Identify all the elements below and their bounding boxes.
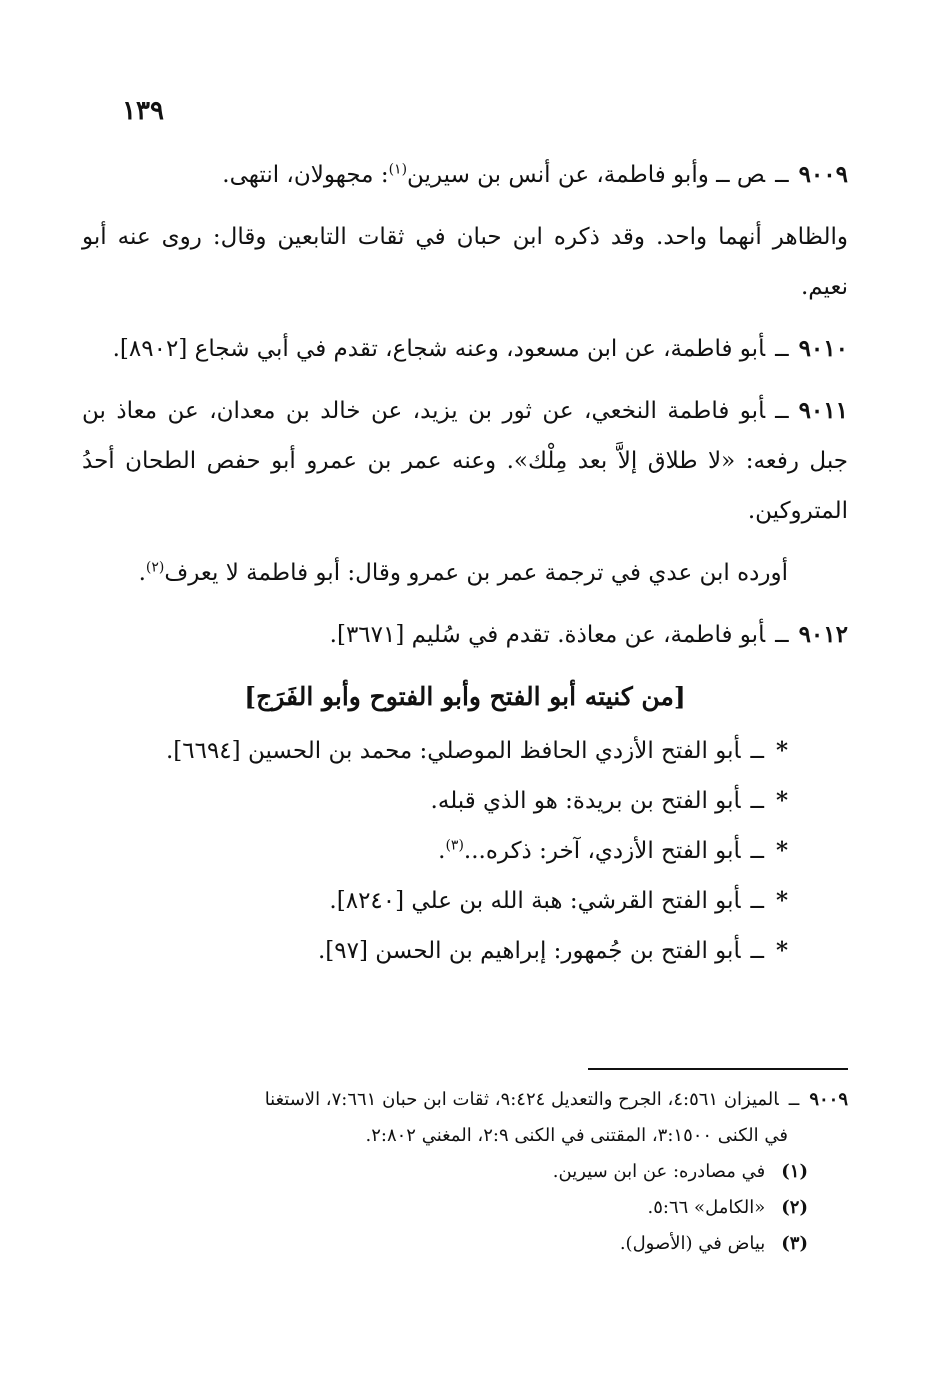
entry-text: ص ــ وأبو فاطمة، عن أنس بن سيرين bbox=[407, 162, 766, 188]
footnote-ref: (٢) bbox=[145, 559, 165, 576]
footnote bbox=[82, 1190, 848, 1226]
bullet-text: أبو الفتح الأزدي، آخر: ذكره... bbox=[463, 838, 741, 864]
entry-text: أبو فاطمة، عن معاذة. تقدم في سُليم [٣٦٧١]. bbox=[329, 622, 766, 648]
footnote-text: «الكامل» ٥:٦٦. bbox=[647, 1197, 766, 1218]
star-icon: * bbox=[775, 837, 788, 864]
comment-text: أورده ابن عدي في ترجمة عمر بن عمرو وقال: أبو فاطمة لا يعرف bbox=[164, 560, 788, 586]
bullet-item: *ــأبو الفتح الأزدي، آخر: ذكره...$^{(٣)}$. bbox=[438, 837, 788, 864]
bullet-text: أبو الفتح الأزدي الحافظ الموصلي: محمد بن الحسين [٦٦٩٤]. bbox=[165, 738, 741, 764]
star-icon: * bbox=[775, 787, 788, 814]
bullet-item: *ــأبو الفتح القرشي: هبة الله بن علي [٨٢٤٠]. bbox=[329, 887, 788, 914]
entry-text-tail: : مجهولان، انتهى. bbox=[222, 162, 389, 188]
bullet-text: أبو الفتح بن جُمهور: إبراهيم بن الحسن [٩٧]. bbox=[318, 938, 741, 964]
punctuation: . bbox=[138, 560, 146, 586]
star-icon: * bbox=[775, 937, 788, 964]
bullet-item: *ــأبو الفتح بن بريدة: هو الذي قبله. bbox=[430, 787, 788, 814]
entry-9011: ٩٠١١ــأبو فاطمة النخعي، عن ثور بن يزيد، عن خالد بن معدان، عن معاذ بن جبل رفعه: «لا طلاق إلاَّ بعد مِلْك». وعنه عمر بن عمرو أبو حفص الطحان أحدُ المتروكين. bbox=[82, 397, 849, 524]
comment-paragraph bbox=[82, 548, 848, 598]
entry-text: أبو فاطمة، عن ابن مسعود، وعنه شجاع، تقدم في أبي شجاع [٨٩٠٢]. bbox=[112, 336, 766, 362]
section-heading: [من كنيته أبو الفتح وأبو الفتوح وأبو الفَرَج] bbox=[244, 682, 686, 711]
star-icon: * bbox=[775, 737, 788, 764]
footnote-text: بياض في (الأصول). bbox=[619, 1233, 766, 1254]
entry-number: ٩٠١١ bbox=[798, 397, 848, 424]
footnotes-area bbox=[82, 1082, 848, 1262]
comment-paragraph bbox=[82, 212, 848, 312]
entry-number: ٩٠١٠ bbox=[798, 335, 848, 362]
bullet-text: أبو الفتح بن بريدة: هو الذي قبله. bbox=[430, 788, 741, 814]
entry-text: أبو فاطمة النخعي، عن ثور بن يزيد، عن خالد بن معدان، عن معاذ بن جبل رفعه: «لا طلاق إلاَّ بعد مِلْك». وعنه عمر بن عمرو أبو حفص الطحان أحدُ المتروكين. bbox=[82, 398, 849, 524]
entry-9010: ٩٠١٠ــأبو فاطمة، عن ابن مسعود، وعنه شجاع، تقدم في أبي شجاع [٨٩٠٢]. bbox=[112, 335, 848, 362]
footnote-divider bbox=[588, 1068, 848, 1070]
page-number: ١٣٩ bbox=[122, 96, 164, 126]
entry-number: ٩٠١٢ bbox=[798, 621, 848, 648]
sources-line-2: في الكنى ٣:١٥٠٠، المقتنى في الكنى ٢:٩، المغني ٢:٨٠٢. bbox=[365, 1125, 788, 1146]
footnote-text: في مصادره: عن ابن سيرين. bbox=[552, 1161, 766, 1182]
sources-number: ٩٠٠٩ bbox=[809, 1089, 848, 1110]
footnote bbox=[82, 1226, 848, 1262]
star-icon: * bbox=[775, 887, 788, 914]
bullet-item: *ــأبو الفتح بن جُمهور: إبراهيم بن الحسن [٩٧]. bbox=[318, 937, 788, 964]
entry-9009: ٩٠٠٩ــص ــ وأبو فاطمة، عن أنس بن سيرين$^{(١)}$: مجهولان، انتهى. bbox=[222, 161, 848, 188]
entry-number: ٩٠٠٩ bbox=[798, 161, 848, 188]
footnote-ref: (٣) bbox=[445, 837, 464, 854]
bullet-item: *ــأبو الفتح الأزدي الحافظ الموصلي: محمد بن الحسين [٦٦٩٤]. bbox=[165, 737, 788, 764]
punctuation: . bbox=[438, 838, 446, 864]
sources-text: الميزان ٤:٥٦١، الجرح والتعديل ٩:٤٢٤، ثقات ابن حبان ٧:٦٦١، الاستغنا bbox=[264, 1089, 779, 1110]
comment-text: والظاهر أنهما واحد. وقد ذكره ابن حبان في ثقات التابعين وقال: روى عنه أبو نعيم. bbox=[82, 224, 848, 300]
footnote-number: (٢) bbox=[781, 1197, 808, 1218]
footnote-number: (١) bbox=[781, 1161, 808, 1182]
bullet-text: أبو الفتح القرشي: هبة الله بن علي [٨٢٤٠]. bbox=[329, 888, 741, 914]
footnote-number: (٣) bbox=[781, 1233, 808, 1254]
sources-line: ٩٠٠٩ــالميزان ٤:٥٦١، الجرح والتعديل ٩:٤٢٤، ثقات ابن حبان ٧:٦٦١، الاستغنا bbox=[264, 1089, 848, 1110]
entry-9012: ٩٠١٢ــأبو فاطمة، عن معاذة. تقدم في سُليم [٣٦٧١]. bbox=[329, 621, 848, 648]
footnote bbox=[82, 1154, 848, 1190]
footnote-ref: (١) bbox=[388, 161, 408, 178]
main-text bbox=[82, 150, 848, 976]
